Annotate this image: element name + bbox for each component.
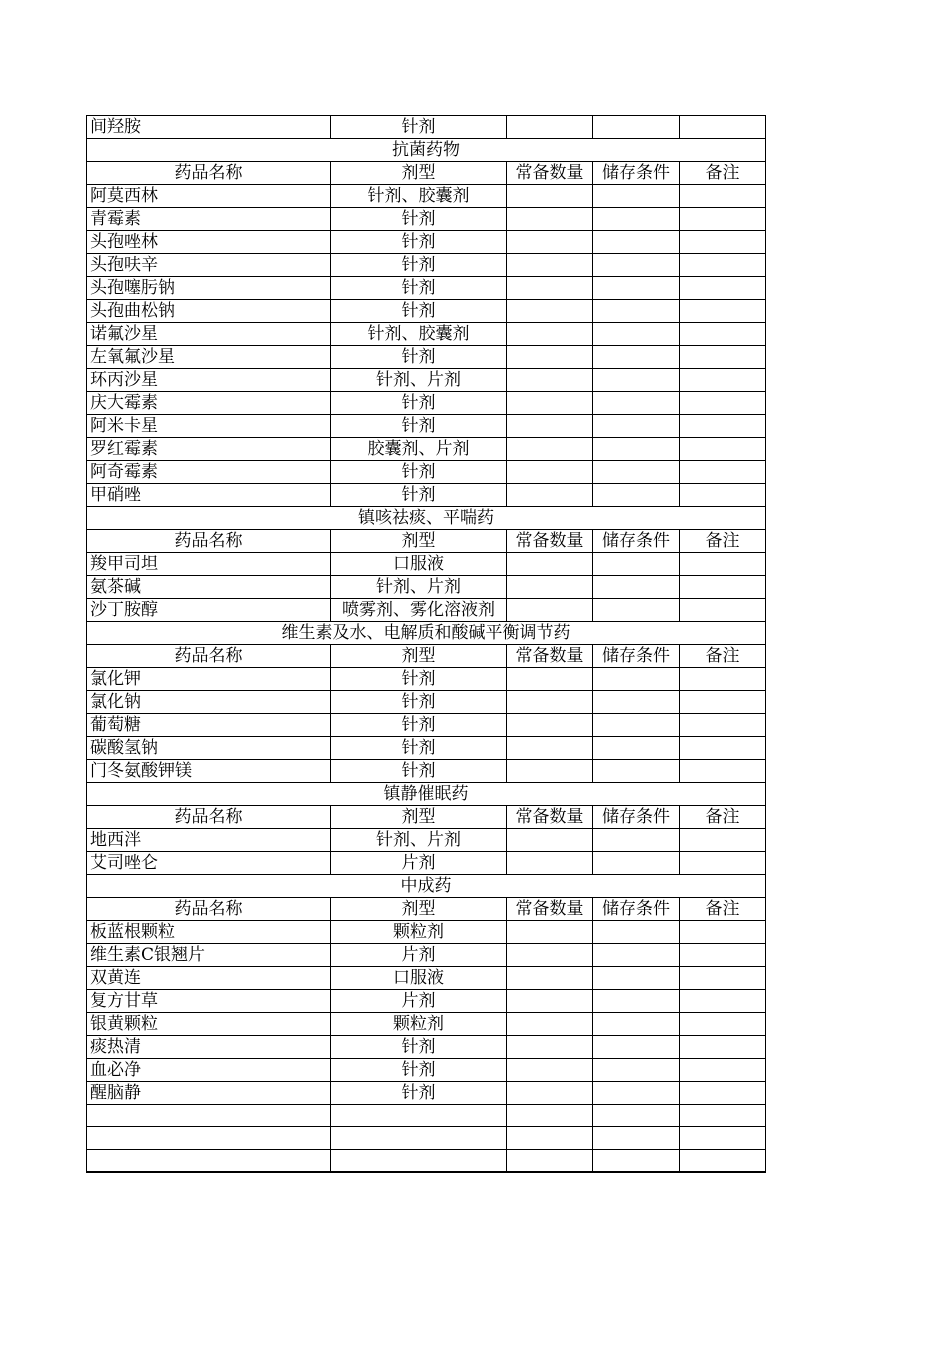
quantity-cell[interactable] [507,185,593,208]
section-title: 维生素及水、电解质和酸碱平衡调节药 [87,622,766,645]
quantity-cell[interactable] [507,1082,593,1105]
storage-cell[interactable] [593,760,680,783]
storage-cell[interactable] [593,1013,680,1036]
storage-cell[interactable] [593,392,680,415]
column-header-row [87,162,766,185]
drug-name-cell[interactable] [87,1149,331,1171]
dosage-form-cell[interactable]: 针剂、胶囊剂 [331,185,507,208]
header-storage: 储存条件 [593,898,680,921]
drug-name-cell[interactable]: 醒脑静 [87,1082,331,1105]
drug-name-cell[interactable]: 氨茶碱 [87,576,331,599]
quantity-cell[interactable] [507,553,593,576]
drug-name-cell[interactable]: 地西泮 [87,829,331,852]
drug-name-cell[interactable]: 左氧氟沙星 [87,346,331,369]
header-storage: 储存条件 [593,645,680,668]
note-cell[interactable] [680,300,766,323]
quantity-cell[interactable] [507,369,593,392]
drug-name-cell[interactable]: 银黄颗粒 [87,1013,331,1036]
dosage-form-cell[interactable]: 喷雾剂、雾化溶液剂 [331,599,507,622]
note-cell[interactable] [680,484,766,507]
header-note: 备注 [680,898,766,921]
note-cell[interactable] [680,829,766,852]
quantity-cell[interactable] [507,668,593,691]
storage-cell[interactable] [593,116,680,139]
dosage-form-cell[interactable]: 针剂 [331,392,507,415]
storage-cell[interactable] [593,415,680,438]
table-row [87,277,766,300]
note-cell[interactable] [680,461,766,484]
note-cell[interactable] [680,1127,766,1149]
column-header-row [87,645,766,668]
quantity-cell[interactable] [507,921,593,944]
note-cell[interactable] [680,277,766,300]
quantity-cell[interactable] [507,1105,593,1127]
table-row [87,553,766,576]
dosage-form-cell[interactable]: 针剂 [331,484,507,507]
storage-cell[interactable] [593,484,680,507]
note-cell[interactable] [680,438,766,461]
table-row [87,714,766,737]
note-cell[interactable] [680,691,766,714]
header-quantity: 常备数量 [507,162,593,185]
dosage-form-cell[interactable]: 针剂 [331,208,507,231]
header-note: 备注 [680,806,766,829]
header-quantity: 常备数量 [507,645,593,668]
storage-cell[interactable] [593,691,680,714]
storage-cell[interactable] [593,277,680,300]
table-row [87,185,766,208]
header-dosage-form: 剂型 [331,645,507,668]
quantity-cell[interactable] [507,599,593,622]
storage-cell[interactable] [593,1127,680,1149]
storage-cell[interactable] [593,599,680,622]
quantity-cell[interactable] [507,208,593,231]
drug-name-cell[interactable]: 门冬氨酸钾镁 [87,760,331,783]
header-storage: 储存条件 [593,806,680,829]
quantity-cell[interactable] [507,254,593,277]
drug-name-cell[interactable]: 环丙沙星 [87,369,331,392]
table-row [87,208,766,231]
drug-name-cell[interactable]: 头孢唑林 [87,231,331,254]
drug-name-cell[interactable]: 氯化钾 [87,668,331,691]
storage-cell[interactable] [593,990,680,1013]
header-storage: 储存条件 [593,162,680,185]
drug-name-cell[interactable]: 头孢曲松钠 [87,300,331,323]
section-title: 中成药 [87,875,766,898]
storage-cell[interactable] [593,967,680,990]
storage-cell[interactable] [593,300,680,323]
note-cell[interactable] [680,369,766,392]
storage-cell[interactable] [593,852,680,875]
dosage-form-cell[interactable]: 颗粒剂 [331,1013,507,1036]
header-drug-name: 药品名称 [87,162,331,185]
quantity-cell[interactable] [507,1149,593,1171]
note-cell[interactable] [680,1149,766,1171]
note-cell[interactable] [680,553,766,576]
note-cell[interactable] [680,116,766,139]
dosage-form-cell[interactable]: 口服液 [331,967,507,990]
dosage-form-cell[interactable]: 针剂 [331,300,507,323]
header-note: 备注 [680,530,766,553]
storage-cell[interactable] [593,231,680,254]
column-header-row [87,898,766,921]
drug-name-cell[interactable]: 葡萄糖 [87,714,331,737]
table-row [87,1036,766,1059]
table-row [87,461,766,484]
section-title: 镇静催眠药 [87,783,766,806]
dosage-form-cell[interactable]: 口服液 [331,553,507,576]
quantity-cell[interactable] [507,944,593,967]
table-row [87,668,766,691]
quantity-cell[interactable] [507,829,593,852]
storage-cell[interactable] [593,714,680,737]
table-row [87,576,766,599]
dosage-form-cell[interactable]: 针剂 [331,1082,507,1105]
drug-name-cell[interactable] [87,1127,331,1149]
table-row [87,254,766,277]
header-dosage-form: 剂型 [331,806,507,829]
quantity-cell[interactable] [507,714,593,737]
table-row [87,231,766,254]
dosage-form-cell[interactable] [331,1149,507,1171]
quantity-cell[interactable] [507,737,593,760]
storage-cell[interactable] [593,921,680,944]
header-drug-name: 药品名称 [87,898,331,921]
table-row [87,323,766,346]
table-row [87,944,766,967]
note-cell[interactable] [680,852,766,875]
header-drug-name: 药品名称 [87,530,331,553]
drug-name-cell[interactable]: 阿米卡星 [87,415,331,438]
dosage-form-cell[interactable]: 针剂 [331,277,507,300]
table-row [87,1127,766,1149]
dosage-form-cell[interactable]: 针剂 [331,461,507,484]
storage-cell[interactable] [593,1105,680,1127]
drug-name-cell[interactable]: 头孢呋辛 [87,254,331,277]
drug-name-cell[interactable]: 阿莫西林 [87,185,331,208]
table-row [87,967,766,990]
drug-name-cell[interactable]: 罗红霉素 [87,438,331,461]
storage-cell[interactable] [593,944,680,967]
drug-name-cell[interactable]: 复方甘草 [87,990,331,1013]
table-row [87,346,766,369]
note-cell[interactable] [680,1059,766,1082]
storage-cell[interactable] [593,576,680,599]
dosage-form-cell[interactable]: 针剂 [331,714,507,737]
section-title: 镇咳祛痰、平喘药 [87,507,766,530]
note-cell[interactable] [680,1036,766,1059]
dosage-form-cell[interactable]: 针剂 [331,760,507,783]
header-note: 备注 [680,645,766,668]
note-cell[interactable] [680,185,766,208]
quantity-cell[interactable] [507,438,593,461]
drug-name-cell[interactable]: 痰热清 [87,1036,331,1059]
storage-cell[interactable] [593,1059,680,1082]
quantity-cell[interactable] [507,346,593,369]
note-cell[interactable] [680,208,766,231]
drug-name-cell[interactable]: 羧甲司坦 [87,553,331,576]
dosage-form-cell[interactable]: 针剂 [331,737,507,760]
section-title-row [87,622,766,645]
storage-cell[interactable] [593,1149,680,1171]
dosage-form-cell[interactable]: 针剂 [331,116,507,139]
table-row [87,369,766,392]
table-row [87,1013,766,1036]
quantity-cell[interactable] [507,852,593,875]
header-quantity: 常备数量 [507,806,593,829]
dosage-form-cell[interactable]: 针剂 [331,415,507,438]
dosage-form-cell[interactable] [331,1127,507,1149]
note-cell[interactable] [680,323,766,346]
dosage-form-cell[interactable]: 颗粒剂 [331,921,507,944]
table-row [87,116,766,139]
storage-cell[interactable] [593,438,680,461]
storage-cell[interactable] [593,829,680,852]
section-title-row [87,507,766,530]
note-cell[interactable] [680,737,766,760]
note-cell[interactable] [680,1105,766,1127]
header-storage: 储存条件 [593,530,680,553]
table-row [87,438,766,461]
section-title-row [87,783,766,806]
storage-cell[interactable] [593,737,680,760]
table-row [87,1149,766,1171]
table-row [87,990,766,1013]
note-cell[interactable] [680,346,766,369]
quantity-cell[interactable] [507,1059,593,1082]
header-dosage-form: 剂型 [331,530,507,553]
section-title: 抗菌药物 [87,139,766,162]
table-row [87,760,766,783]
note-cell[interactable] [680,668,766,691]
table-row [87,1082,766,1105]
drug-name-cell[interactable] [87,1105,331,1127]
drug-name-cell[interactable]: 维生素C银翘片 [87,944,331,967]
drug-name-cell[interactable]: 青霉素 [87,208,331,231]
quantity-cell[interactable] [507,231,593,254]
table-row [87,484,766,507]
table-row [87,392,766,415]
header-dosage-form: 剂型 [331,162,507,185]
drug-name-cell[interactable]: 氯化钠 [87,691,331,714]
drug-name-cell[interactable]: 碳酸氢钠 [87,737,331,760]
table-row [87,852,766,875]
note-cell[interactable] [680,760,766,783]
note-cell[interactable] [680,415,766,438]
quantity-cell[interactable] [507,392,593,415]
storage-cell[interactable] [593,553,680,576]
table-body [87,116,766,1172]
quantity-cell[interactable] [507,691,593,714]
quantity-cell[interactable] [507,461,593,484]
note-cell[interactable] [680,254,766,277]
dosage-form-cell[interactable]: 片剂 [331,990,507,1013]
dosage-form-cell[interactable]: 针剂、胶囊剂 [331,323,507,346]
header-dosage-form: 剂型 [331,898,507,921]
storage-cell[interactable] [593,185,680,208]
note-cell[interactable] [680,714,766,737]
quantity-cell[interactable] [507,990,593,1013]
dosage-form-cell[interactable]: 胶囊剂、片剂 [331,438,507,461]
dosage-form-cell[interactable] [331,1105,507,1127]
table-row [87,691,766,714]
drug-name-cell[interactable]: 双黄连 [87,967,331,990]
dosage-form-cell[interactable]: 针剂、片剂 [331,576,507,599]
quantity-cell[interactable] [507,1127,593,1149]
storage-cell[interactable] [593,369,680,392]
storage-cell[interactable] [593,208,680,231]
storage-cell[interactable] [593,254,680,277]
quantity-cell[interactable] [507,484,593,507]
note-cell[interactable] [680,944,766,967]
table-row [87,599,766,622]
table-row [87,829,766,852]
storage-cell[interactable] [593,461,680,484]
storage-cell[interactable] [593,668,680,691]
drug-name-cell[interactable]: 头孢噻肟钠 [87,277,331,300]
dosage-form-cell[interactable]: 片剂 [331,852,507,875]
storage-cell[interactable] [593,1036,680,1059]
quantity-cell[interactable] [507,323,593,346]
section-title-row [87,875,766,898]
dosage-form-cell[interactable]: 针剂 [331,668,507,691]
quantity-cell[interactable] [507,576,593,599]
drug-name-cell[interactable]: 沙丁胺醇 [87,599,331,622]
dosage-form-cell[interactable]: 针剂 [331,1036,507,1059]
drug-name-cell[interactable]: 间羟胺 [87,116,331,139]
table-row [87,921,766,944]
header-quantity: 常备数量 [507,898,593,921]
quantity-cell[interactable] [507,277,593,300]
column-header-row [87,806,766,829]
storage-cell[interactable] [593,323,680,346]
table-row [87,300,766,323]
table-row [87,415,766,438]
note-cell[interactable] [680,576,766,599]
table-row [87,1105,766,1127]
dosage-form-cell[interactable]: 针剂 [331,691,507,714]
quantity-cell[interactable] [507,760,593,783]
storage-cell[interactable] [593,346,680,369]
quantity-cell[interactable] [507,300,593,323]
storage-cell[interactable] [593,1082,680,1105]
note-cell[interactable] [680,990,766,1013]
header-quantity: 常备数量 [507,530,593,553]
note-cell[interactable] [680,921,766,944]
header-drug-name: 药品名称 [87,806,331,829]
drug-name-cell[interactable]: 血必净 [87,1059,331,1082]
note-cell[interactable] [680,967,766,990]
header-drug-name: 药品名称 [87,645,331,668]
note-cell[interactable] [680,231,766,254]
dosage-form-cell[interactable]: 针剂 [331,254,507,277]
drug-name-cell[interactable]: 板蓝根颗粒 [87,921,331,944]
quantity-cell[interactable] [507,967,593,990]
dosage-form-cell[interactable]: 针剂、片剂 [331,829,507,852]
dosage-form-cell[interactable]: 针剂 [331,1059,507,1082]
medicine-inventory-table [86,115,766,1173]
dosage-form-cell[interactable]: 针剂 [331,231,507,254]
drug-name-cell[interactable]: 阿奇霉素 [87,461,331,484]
note-cell[interactable] [680,392,766,415]
quantity-cell[interactable] [507,415,593,438]
note-cell[interactable] [680,1013,766,1036]
quantity-cell[interactable] [507,1036,593,1059]
table-row [87,1059,766,1082]
dosage-form-cell[interactable]: 针剂、片剂 [331,369,507,392]
note-cell[interactable] [680,1082,766,1105]
quantity-cell[interactable] [507,1013,593,1036]
column-header-row [87,530,766,553]
dosage-form-cell[interactable]: 片剂 [331,944,507,967]
quantity-cell[interactable] [507,116,593,139]
header-note: 备注 [680,162,766,185]
drug-name-cell[interactable]: 诺氟沙星 [87,323,331,346]
section-title-row [87,139,766,162]
drug-name-cell[interactable]: 艾司唑仑 [87,852,331,875]
dosage-form-cell[interactable]: 针剂 [331,346,507,369]
note-cell[interactable] [680,599,766,622]
drug-name-cell[interactable]: 庆大霉素 [87,392,331,415]
drug-name-cell[interactable]: 甲硝唑 [87,484,331,507]
table-row [87,737,766,760]
